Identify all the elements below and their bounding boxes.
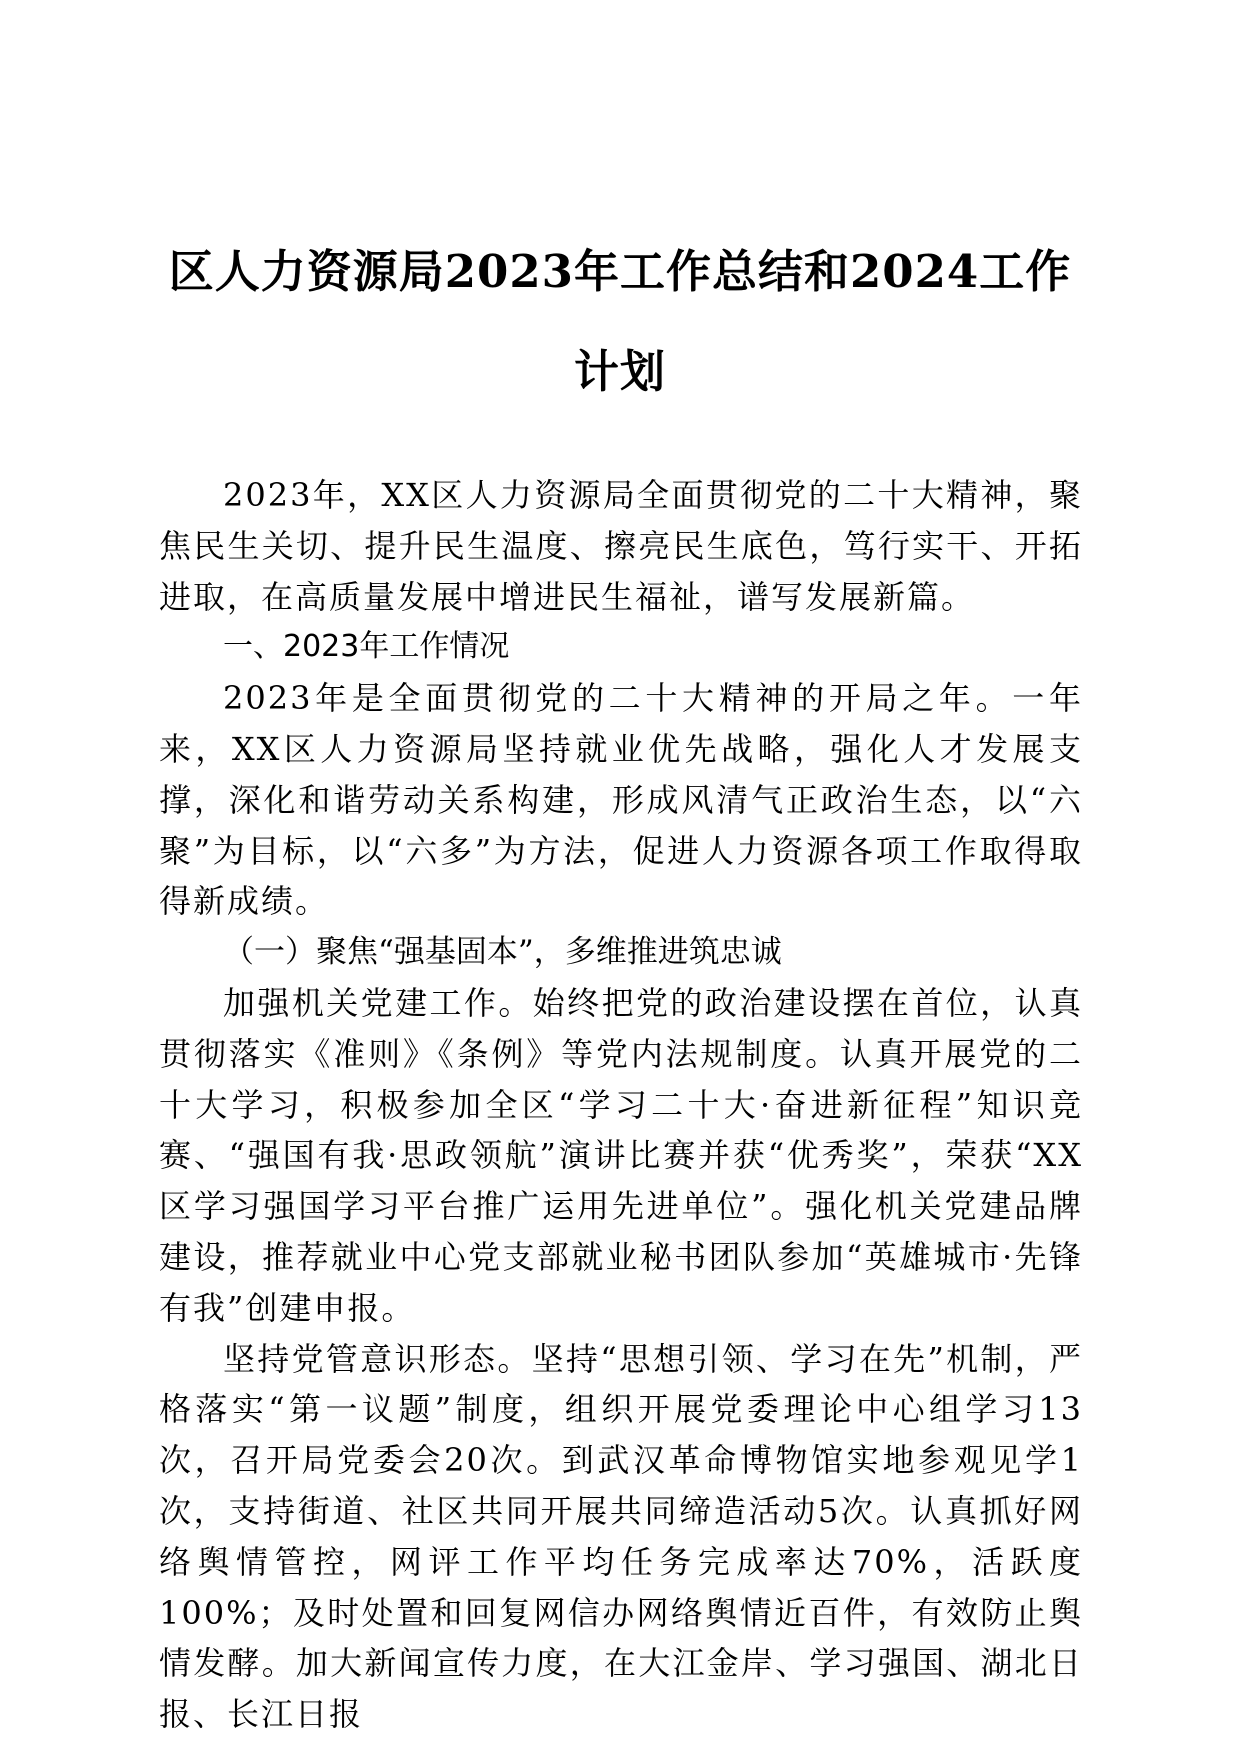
intro-paragraph: 2023年，XX区人力资源局全面贯彻党的二十大精神，聚焦民生关切、提升民生温度、擦亮民生底色，笃行实干、开拓进取，在高质量发展中增进民生福祉，谱写发展新篇。 xyxy=(159,476,1083,616)
party-building-paragraph: 加强机关党建工作。始终把党的政治建设摆在首位，认真贯彻落实《准则》《条例》等党内法规制度。认真开展党的二十大学习，积极参加全区“学习二十大·奋进新征程”知识竞赛、“强国有我·思政领航”演讲比赛并获“优秀奖”，荣获“XX区学习强国学习平台推广运用先进单位”。强化机关党建品牌建设，推荐就业中心党支部就业秘书团队参加“英雄城市·先锋有我”创建申报。 xyxy=(159,983,1083,1327)
document-body xyxy=(159,470,1083,1740)
ideology-paragraph: 坚持党管意识形态。坚持“思想引领、学习在先”机制，严格落实“第一议题”制度，组织开展党委理论中心组学习13次，召开局党委会20次。到武汉革命博物馆实地参观见学1次，支持街道、社区共同开展共同缔造活动5次。认真抓好网络舆情管控，网评工作平均任务完成率达70%，活跃度100%；及时处置和回复网信办网络舆情近百件，有效防止舆情发酵。加大新闻宣传力度，在大江金岸、学习强国、湖北日报、长江日报 xyxy=(159,1339,1083,1734)
section-heading-work-2023: 一、2023年工作情况 xyxy=(223,629,510,665)
section-1-paragraph: 2023年是全面贯彻党的二十大精神的开局之年。一年来，XX区人力资源局坚持就业优先战略，强化人才发展支撑，深化和谐劳动关系构建，形成风清气正政治生态，以“六聚”为目标，以“六多”为方法，促进人力资源各项工作取得取得新成绩。 xyxy=(159,679,1083,921)
subsection-heading-1: （一）聚焦“强基固本”，多维推进筑忠诚 xyxy=(223,934,782,971)
document-title: 区人力资源局2023年工作总结和2024工作计划 xyxy=(168,245,1072,398)
